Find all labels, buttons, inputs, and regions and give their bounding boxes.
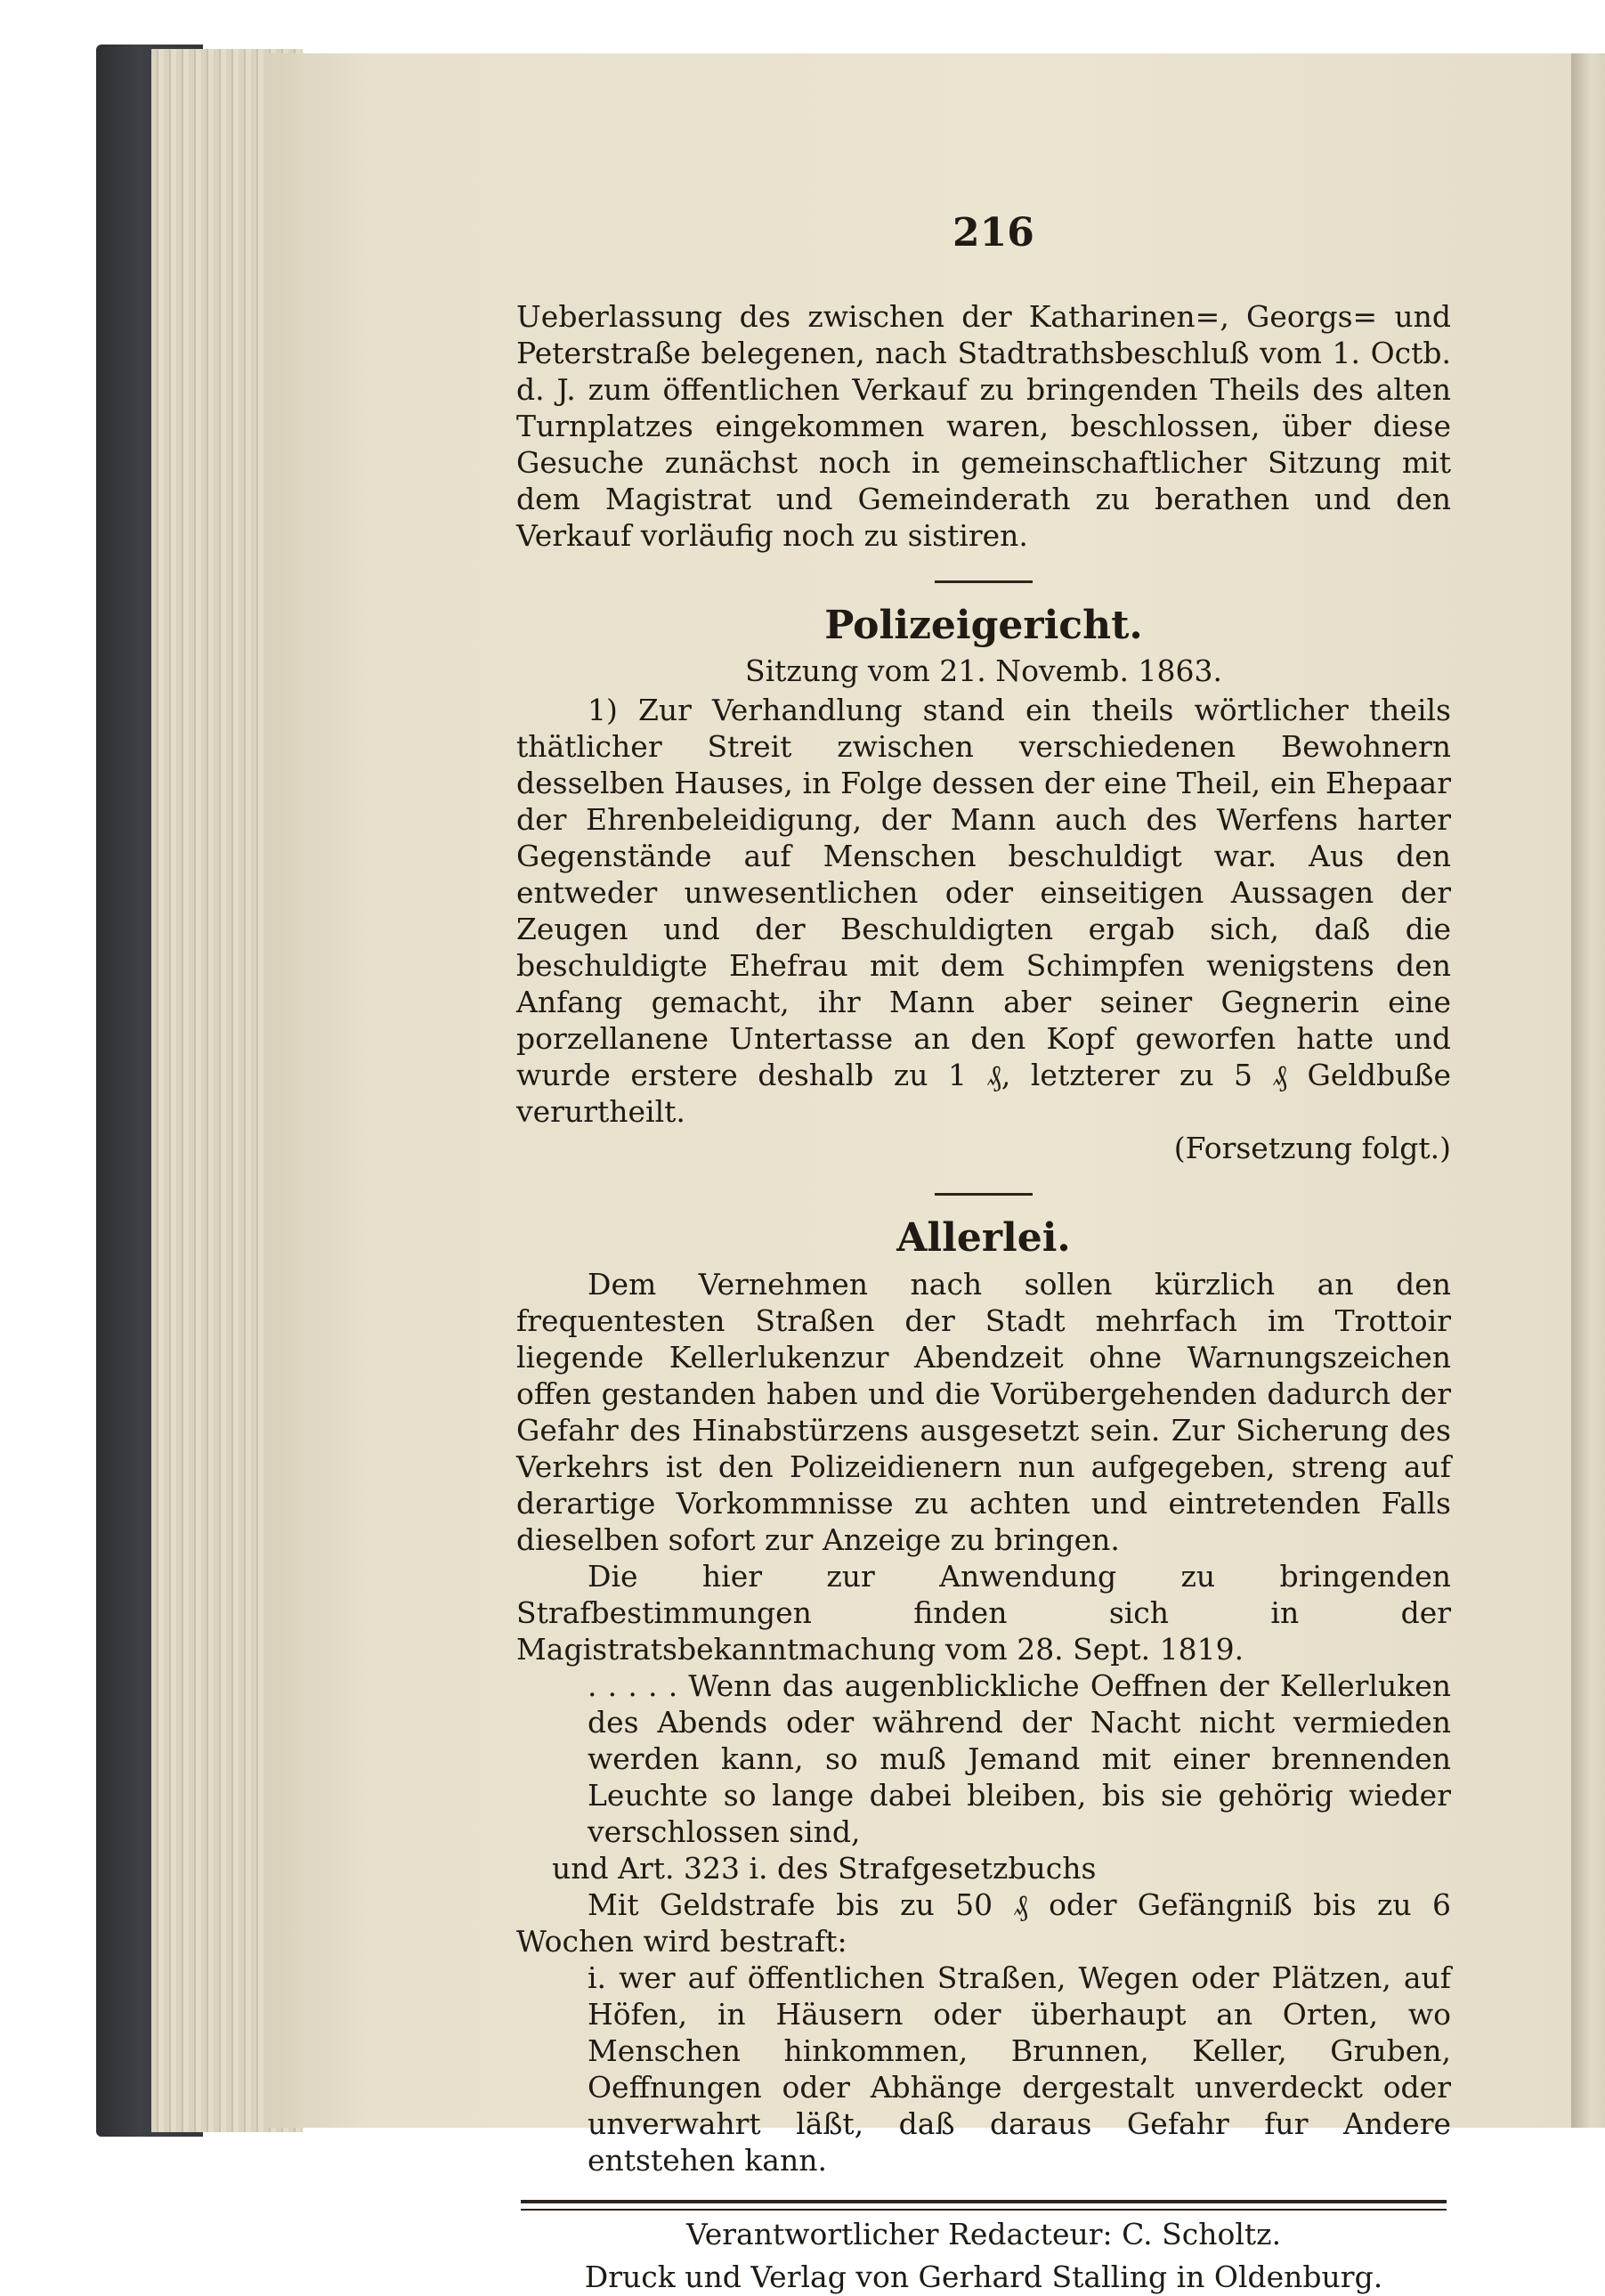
penalty-text: Mit Geldstrafe bis zu 50 ₰ oder Gefängniß bis zu 6 Wochen wird bestraft:: [516, 1887, 1451, 1959]
editor-line: Verantwortlicher Redacteur: C. Scholtz.: [685, 2217, 1282, 2251]
section-rule: [935, 580, 1033, 583]
police-court-heading: Polizeigericht.: [824, 603, 1143, 648]
miscellany-heading: Allerlei.: [896, 1215, 1071, 1261]
quoted-regulation: . . . . . Wenn das augenblickliche Oeffnen der Kellerluken des Abends oder während der Nacht nicht vermieden werden kann, so muß Jemand mit einer brennenden Leuchte so lange dabei bleiben, bis sie gehörig wieder verschlossen sind,: [588, 1668, 1451, 1849]
intro-paragraph: Ueberlassung des zwischen der Katharinen=, Georgs= und Peterstraße belegenen, nach Stadtrathsbeschluß vom 1. Octb. d. J. zum öffentlichen Verkauf zu bringenden Theils des alten Turnplatzes eingekommen waren, beschlossen, über diese Gesuche zunächst noch in gemeinschaftlicher Sitzung mit dem Magistrat und Gemeinderath zu berathen und den Verkauf vorläufig noch zu sistiren.: [516, 299, 1451, 553]
page-number: 216: [952, 210, 1034, 256]
section-rule: [935, 1193, 1033, 1196]
article-reference: und Art. 323 i. des Strafgesetzbuchs: [552, 1851, 1097, 1886]
printer-line: Druck und Verlag von Gerhard Stalling in Oldenburg.: [584, 2259, 1383, 2294]
police-court-text: 1) Zur Verhandlung stand ein theils wörtlicher theils thätlicher Streit zwischen verschiedenen Bewohnern desselben Hauses, in Folge dessen der eine Theil, ein Ehepaar der Ehrenbeleidigung, der Mann auch des Werfens harter Gegenstände auf Menschen beschuldigt war. Aus den entweder unwesentlichen oder einseitigen Aussagen der Zeugen und der Beschuldigten ergab sich, daß die beschuldigte Ehefrau mit dem Schimpfen wenigstens den Anfang gemacht, ihr Mann aber seiner Gegnerin eine porzellanene Untertasse an den Kopf geworfen hatte und wurde erstere deshalb zu 1 ₰, letzterer zu 5 ₰ Geldbuße verurtheilt.: [516, 693, 1451, 1129]
session-date: Sitzung vom 21. Novemb. 1863.: [745, 653, 1222, 688]
continued-note: (Forsetzung folgt.): [1173, 1131, 1451, 1165]
footer-rule: [521, 2200, 1447, 2211]
page-gutter: [1571, 53, 1605, 2128]
miscellany-paragraph-2: Die hier zur Anwendung zu bringenden Strafbestimmungen finden sich in der Magistratsbekanntmachung vom 28. Sept. 1819.: [516, 1559, 1451, 1667]
page-text: [516, 196, 1451, 2296]
miscellany-paragraph-1: Dem Vernehmen nach sollen kürzlich an den frequentesten Straßen der Stadt mehrfach im Trottoir liegende Kellerlukenzur Abendzeit ohne Warnungszeichen offen gestanden haben und die Vorübergehenden dadurch der Gefahr des Hinabstürzens ausgesetzt sein. Zur Sicherung des Verkehrs ist den Polizeidienern nun aufgegeben, streng auf derartige Vorkommnisse zu achten und eintretenden Falls dieselben sofort zur Anzeige zu bringen.: [516, 1267, 1451, 1557]
penalty-item: i. wer auf öffentlichen Straßen, Wegen oder Plätzen, auf Höfen, in Häusern oder überhaupt an Orten, wo Menschen hinkommen, Brunnen, Keller, Gruben, Oeffnungen oder Abhänge dergestalt unverdeckt oder unverwahrt läßt, daß daraus Gefahr fur Andere entstehen kann.: [588, 1960, 1451, 2178]
